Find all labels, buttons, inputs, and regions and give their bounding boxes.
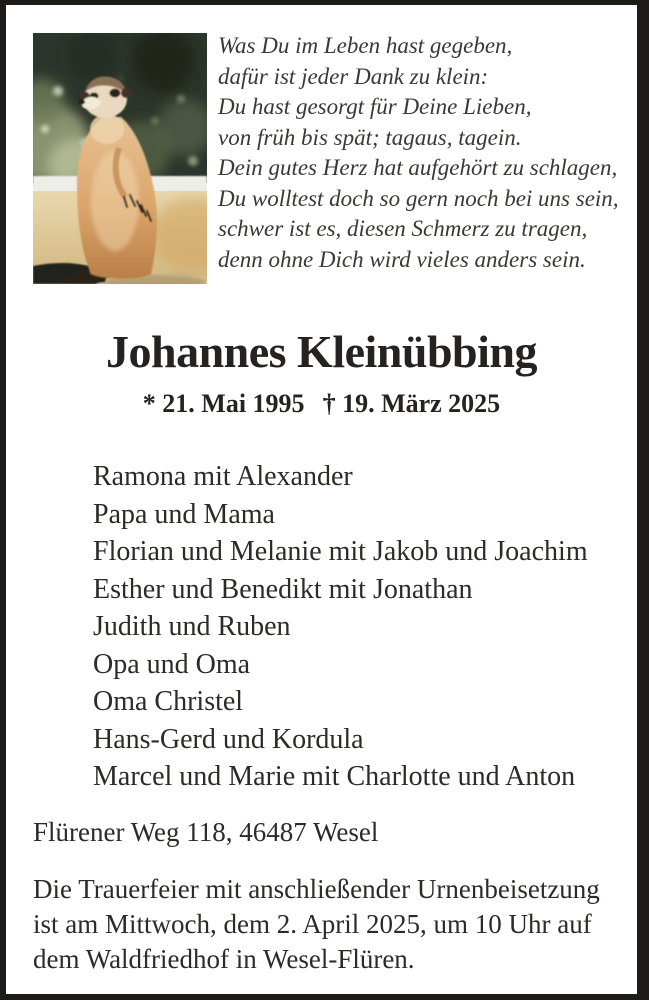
funeral-line: dem Waldfriedhof in Wesel-Flüren. <box>33 944 415 974</box>
meerkat-photo <box>33 33 207 284</box>
poem-line: denn ohne Dich wird vieles anders sein. <box>218 246 586 272</box>
mourner-line: Ramona mit Alexander <box>93 461 353 492</box>
deceased-name: Johannes Kleinübbing <box>105 326 538 377</box>
funeral-info <box>33 872 600 977</box>
mourner-line: Papa und Mama <box>93 498 275 530</box>
poem-line: von früh bis spät; tagaus, tagein. <box>218 124 522 150</box>
mourner-line: Hans-Gerd und Kordula <box>93 723 364 755</box>
life-dates <box>6 389 637 419</box>
funeral-line: Die Trauerfeier mit anschließender Urnenbeisetzung <box>33 874 600 904</box>
mourner-line: Marcel und Marie mit Charlotte und Anton <box>93 761 576 792</box>
mourner-line: Opa und Oma <box>93 648 251 680</box>
meerkat-photo-art <box>33 33 207 284</box>
mourner-line: Oma Christel <box>93 686 244 717</box>
poem-line: Du hast gesorgt für Deine Lieben, <box>218 94 532 119</box>
poem-line: Dein gutes Herz hat aufgehört zu schlagen, <box>218 155 618 180</box>
birth-date: * 21. Mai 1995 <box>142 389 305 418</box>
poem-line: Du wolltest doch so gern noch bei uns sein, <box>218 185 619 211</box>
poem-line: Was Du im Leben hast gegeben, <box>218 33 513 58</box>
memorial-poem <box>218 31 638 275</box>
mourner-line: Esther und Benedikt mit Jonathan <box>93 573 473 605</box>
address-line: Flürener Weg 118, 46487 Wesel <box>33 817 379 847</box>
funeral-line: ist am Mittwoch, dem 2. April 2025, um 10 Uhr auf <box>33 909 592 939</box>
poem-line: dafür ist jeder Dank zu klein: <box>218 63 489 89</box>
mourner-line: Florian und Melanie mit Jakob und Joachim <box>93 536 588 567</box>
poem-line: schwer ist es, diesen Schmerz zu tragen, <box>218 216 588 241</box>
mourners-list <box>93 458 588 796</box>
mourner-line: Judith und Ruben <box>93 611 291 642</box>
death-date: † 19. März 2025 <box>322 389 501 418</box>
